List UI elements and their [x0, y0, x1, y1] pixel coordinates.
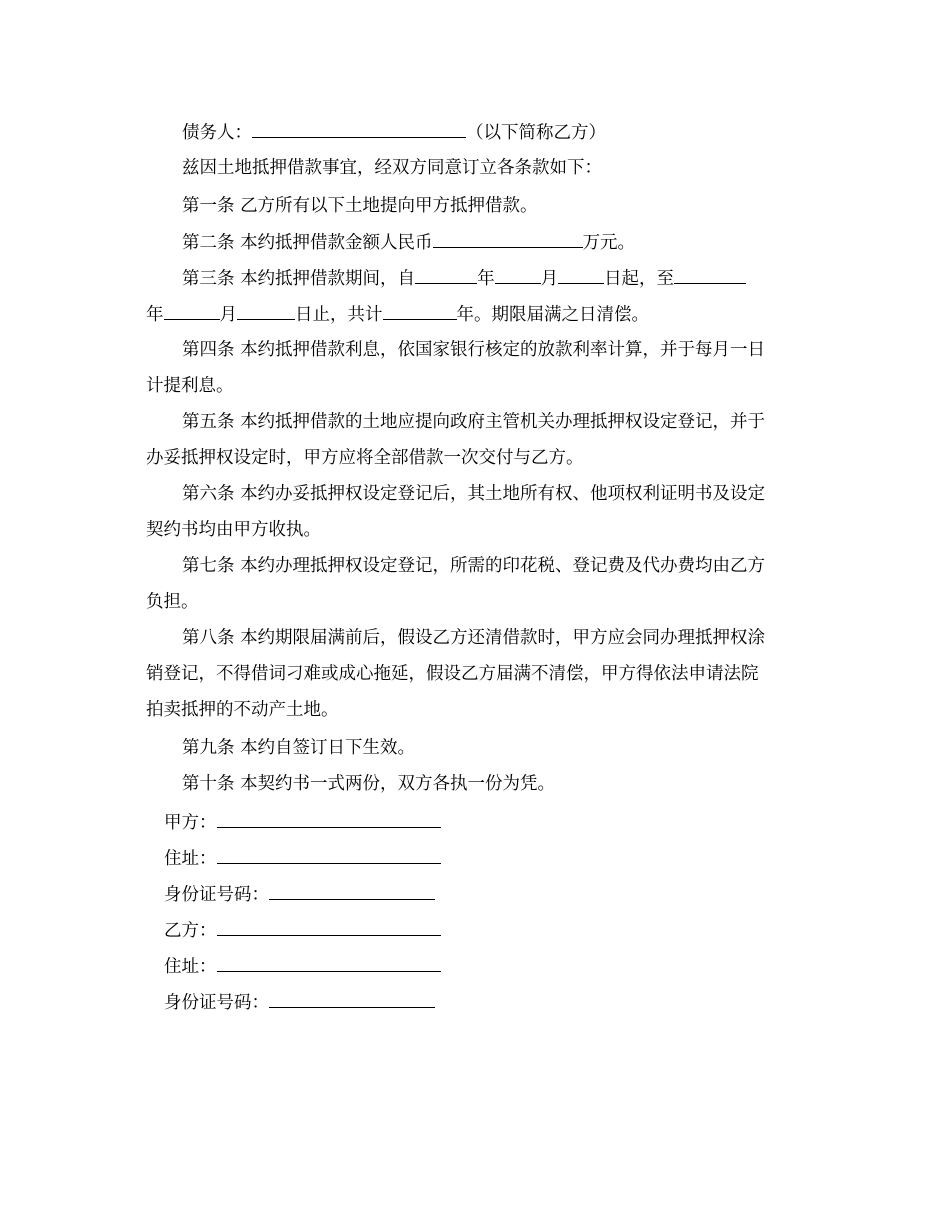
article-9: 第九条 本约自签订日下生效。 — [182, 738, 416, 758]
start-year-blank — [415, 266, 477, 284]
article-2-suffix: 万元。 — [582, 233, 636, 253]
party-b-id-blank — [269, 990, 435, 1008]
debtor-suffix: （以下简称乙方） — [466, 123, 606, 143]
day-to-text: 日止，共计 — [295, 305, 383, 325]
article-1: 第一条 乙方所有以下土地提向甲方抵押借款。 — [182, 196, 538, 216]
party-a-line — [164, 810, 824, 835]
article-3-line2 — [146, 302, 806, 327]
article-8-line3: 拍卖抵押的不动产土地。 — [146, 700, 339, 720]
party-a-id-blank — [269, 882, 435, 900]
party-a-label: 甲方： — [164, 813, 217, 833]
party-a-id-line — [164, 882, 824, 907]
end-day-blank — [237, 302, 295, 320]
party-a-address-label: 住址： — [164, 849, 217, 869]
amount-blank — [433, 230, 583, 248]
article-3-prefix: 第三条 本约抵押借款期间，自 — [182, 269, 416, 289]
party-b-label: 乙方： — [164, 921, 217, 941]
article-7-line1: 第七条 本约办理抵押权设定登记，所需的印花税、登记费及代办费均由乙方 — [182, 556, 766, 576]
article-3-tail: 年。期限届满之日清偿。 — [456, 305, 649, 325]
month-text: 月 — [219, 305, 237, 325]
year-text: 年 — [477, 269, 495, 289]
article-6-line1: 第六条 本约办妥抵押权设定登记后，其土地所有权、他项权利证明书及设定 — [182, 484, 766, 504]
party-b-address-line — [164, 954, 824, 979]
party-b-id-line — [164, 990, 824, 1015]
article-7-line2: 负担。 — [146, 592, 199, 612]
intro-text: 兹因土地抵押借款事宜，经双方同意订立各条款如下： — [182, 158, 602, 178]
year-text: 年 — [146, 305, 164, 325]
article-4-line1: 第四条 本约抵押借款利息，依国家银行核定的放款利率计算，并于每月一日 — [182, 340, 766, 360]
party-b-address-blank — [217, 954, 441, 972]
article-5-line2: 办妥抵押权设定时，甲方应将全部借款一次交付与乙方。 — [146, 448, 584, 468]
party-a-address-line — [164, 846, 824, 871]
end-year-blank — [674, 266, 746, 284]
article-3-line1 — [182, 266, 842, 291]
party-a-id-label: 身份证号码： — [164, 885, 269, 905]
start-day-blank — [558, 266, 604, 284]
debtor-label: 债务人： — [182, 123, 252, 143]
article-8-line1: 第八条 本约期限届满前后，假设乙方还清借款时，甲方应会同办理抵押权涂 — [182, 628, 766, 648]
debtor-name-blank — [252, 120, 466, 138]
article-2 — [182, 230, 842, 255]
party-b-blank — [217, 918, 441, 936]
party-b-address-label: 住址： — [164, 957, 217, 977]
article-5-line1: 第五条 本约抵押借款的土地应提向政府主管机关办理抵押权设定登记，并于 — [182, 412, 766, 432]
party-a-blank — [217, 810, 441, 828]
total-years-blank — [383, 302, 457, 320]
month-text: 月 — [540, 269, 559, 289]
start-month-blank — [495, 266, 541, 284]
end-month-blank — [164, 302, 220, 320]
party-a-address-blank — [217, 846, 441, 864]
party-b-id-label: 身份证号码： — [164, 993, 269, 1013]
day-from-text: 日起，至 — [604, 269, 675, 289]
article-6-line2: 契约书均由甲方收执。 — [146, 520, 321, 540]
debtor-line — [182, 120, 842, 145]
article-2-prefix: 第二条 本约抵押借款金额人民币 — [182, 233, 433, 253]
article-8-line2: 销登记，不得借词刁难或成心拖延，假设乙方届满不清偿，甲方得依法申请法院 — [146, 664, 759, 684]
party-b-line — [164, 918, 824, 943]
article-10: 第十条 本契约书一式两份，双方各执一份为凭。 — [182, 774, 556, 794]
article-4-line2: 计提利息。 — [146, 376, 234, 396]
